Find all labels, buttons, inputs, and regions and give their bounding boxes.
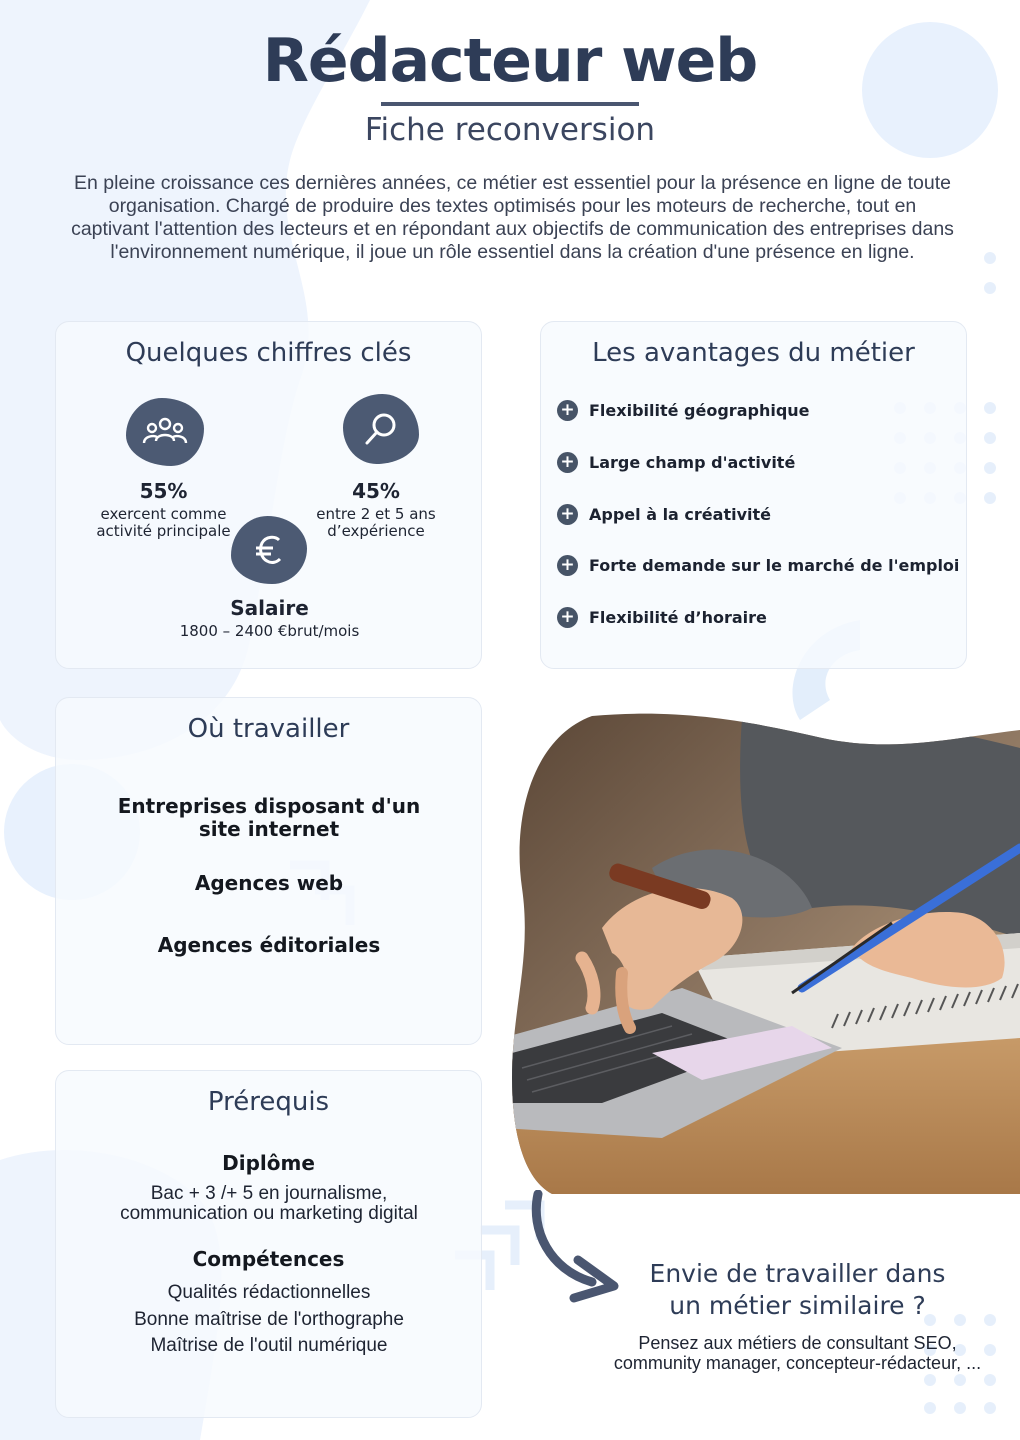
diploma-line-1: Bac + 3 /+ 5 en journalisme, xyxy=(150,1183,388,1204)
workplaces-card xyxy=(55,697,482,1045)
advantage-item: + Flexibilité d’horaire xyxy=(557,607,767,628)
advantages-card xyxy=(540,321,967,669)
diploma-heading: Diplôme xyxy=(222,1151,315,1175)
advantage-item: + Forte demande sur le marché de l'emploi xyxy=(557,555,959,576)
salary-title: Salaire xyxy=(230,596,309,620)
salary-value: 1800 – 2400 €brut/mois xyxy=(179,622,360,640)
workplace-item: Agences éditoriales xyxy=(157,933,381,957)
intro-paragraph: En pleine croissance ces dernières années, ce métier est essentiel pour la présence en ligne de toute organisation. Chargé de produire des textes optimisés pour les moteurs de recherche, tout en captivant l'attention des lecteurs et en répondant aux objectifs de communication des entreprises dans l'environnement numérique, il joue un rôle essentiel dans la création d'une présence en ligne. xyxy=(71,172,954,263)
cta-title: Envie de travailler dans un métier similaire ? xyxy=(649,1259,946,1320)
skill-item: Qualités rédactionnelles xyxy=(167,1282,371,1303)
writer-at-laptop-photo xyxy=(512,708,1020,1194)
stat-experience-label-2: d’expérience xyxy=(327,522,425,540)
key-figures-card xyxy=(55,321,482,669)
title-divider xyxy=(381,102,639,106)
stat-experience-label-1: entre 2 et 5 ans xyxy=(316,505,436,523)
page-subtitle: Fiche reconversion xyxy=(364,112,656,148)
people-group-icon xyxy=(126,398,204,466)
plus-circle-icon: + xyxy=(557,452,578,473)
plus-circle-icon: + xyxy=(557,555,578,576)
advantage-item: + Large champ d'activité xyxy=(557,452,795,473)
stat-experience-value: 45% xyxy=(352,479,400,503)
stat-main-activity-label-2: activité principale xyxy=(96,522,231,540)
workplace-item: Agences web xyxy=(194,871,344,895)
euro-icon xyxy=(231,516,307,584)
page-title: Rédacteur web xyxy=(262,26,758,96)
key-figures-title: Quelques chiffres clés xyxy=(125,338,412,368)
skill-item: Maîtrise de l'outil numérique xyxy=(150,1335,388,1356)
magnifier-icon xyxy=(343,394,419,464)
curved-arrow-icon xyxy=(520,1190,630,1310)
advantages-title: Les avantages du métier xyxy=(592,338,915,368)
prerequisites-card xyxy=(55,1070,482,1418)
workplace-item: Entreprises disposant d'un site internet xyxy=(117,794,421,841)
skills-heading: Compétences xyxy=(192,1247,345,1271)
skill-item: Bonne maîtrise de l'orthographe xyxy=(134,1309,404,1330)
plus-circle-icon: + xyxy=(557,607,578,628)
stat-main-activity-label-1: exercent comme xyxy=(100,505,227,523)
advantage-item: + Appel à la créativité xyxy=(557,504,771,525)
advantage-item: + Flexibilité géographique xyxy=(557,400,810,421)
workplaces-title: Où travailler xyxy=(187,714,350,744)
plus-circle-icon: + xyxy=(557,400,578,421)
diploma-line-2: communication ou marketing digital xyxy=(120,1203,418,1224)
prerequisites-title: Prérequis xyxy=(207,1087,330,1117)
stat-main-activity-value: 55% xyxy=(139,479,188,503)
plus-circle-icon: + xyxy=(557,504,578,525)
cta-text: Pensez aux métiers de consultant SEO, community manager, concepteur-rédacteur, ... xyxy=(613,1333,982,1373)
